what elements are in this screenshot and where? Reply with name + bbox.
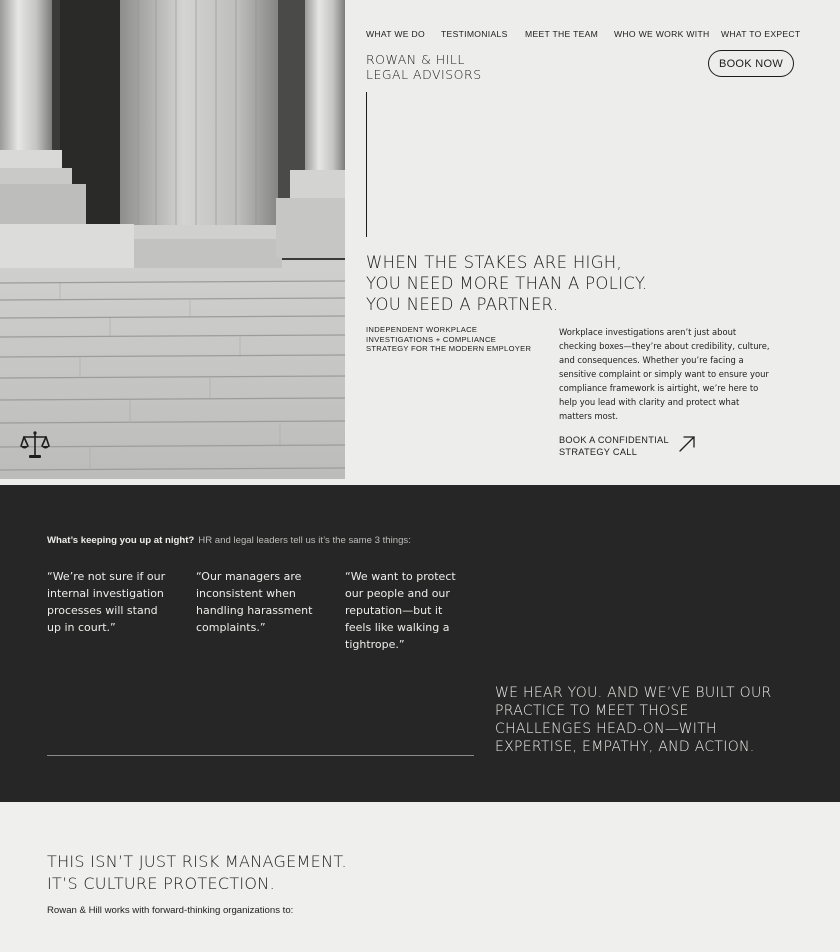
- concern-quote-2: [196, 568, 331, 636]
- nav-item-what-to-expect[interactable]: WHAT TO EXPECT: [721, 29, 801, 39]
- cta-label-line-1: BOOK A CONFIDENTIAL: [559, 435, 669, 445]
- concerns-section: [0, 485, 840, 802]
- culture-intro: Rowan & Hill works with forward-thinking organizations to:: [47, 905, 294, 916]
- book-now-button[interactable]: BOOK NOW: [708, 50, 794, 77]
- nav-item-who-we-work-with[interactable]: WHO WE WORK WITH: [614, 29, 710, 39]
- concern-quote-3: [345, 568, 480, 653]
- nav-item-meet-the-team[interactable]: MEET THE TEAM: [525, 29, 599, 39]
- quote-line: feels like walking a: [345, 621, 450, 634]
- scales-of-justice-icon: [19, 429, 51, 461]
- response-headline-line: EXPERTISE, EMPATHY, AND ACTION.: [495, 739, 755, 755]
- courthouse-columns-photo: [0, 0, 345, 479]
- culture-headline-line: THIS ISN’T JUST RISK MANAGEMENT.: [47, 852, 347, 871]
- hero-description-line: Workplace investigations aren’t just about: [559, 327, 737, 337]
- brand-logo[interactable]: [366, 52, 482, 82]
- nav-item-testimonials[interactable]: TESTIMONIALS: [441, 29, 508, 39]
- concerns-question-rest: HR and legal leaders tell us it’s the same 3 things:: [198, 535, 411, 546]
- culture-headline-line: IT’S CULTURE PROTECTION.: [47, 874, 275, 893]
- response-headline: [495, 684, 825, 756]
- hero-headline: [366, 252, 766, 315]
- nav-item-what-we-do[interactable]: WHAT WE DO: [366, 29, 426, 39]
- brand-name-line-2: LEGAL ADVISORS: [366, 67, 482, 82]
- response-headline-line: CHALLENGES HEAD-ON—WITH: [495, 721, 717, 737]
- quote-line: handling harassment: [196, 604, 313, 617]
- hero-description-line: sensitive complaint or simply want to ensure your: [559, 369, 769, 379]
- arrow-up-right-icon: [678, 435, 696, 453]
- response-headline-line: PRACTICE TO MEET THOSE: [495, 703, 689, 719]
- cta-label-line-2: STRATEGY CALL: [559, 447, 638, 457]
- hero-description-line: matters most.: [559, 411, 619, 421]
- quote-line: our people and our: [345, 587, 450, 600]
- hero-headline-line: YOU NEED MORE THAN A POLICY.: [366, 274, 648, 293]
- quote-line: up in court.”: [47, 621, 116, 634]
- concerns-question: [47, 535, 411, 546]
- quote-line: tightrope.”: [345, 638, 405, 651]
- quote-line: processes will stand: [47, 604, 158, 617]
- section-divider: [47, 755, 474, 756]
- main-navigation: [366, 29, 801, 41]
- quote-line: internal investigation: [47, 587, 164, 600]
- hero-description-line: checking boxes—they’re about credibility, culture,: [559, 341, 770, 351]
- culture-headline: [47, 851, 447, 895]
- hero-subtitle-line: INVESTIGATIONS + COMPLIANCE: [366, 334, 497, 344]
- hero-headline-line: WHEN THE STAKES ARE HIGH,: [366, 253, 623, 272]
- concern-quote-1: [47, 568, 182, 636]
- hero-description-line: and consequences. Whether you’re facing a: [559, 355, 744, 365]
- hero-description-line: help you lead with clarity and protect what: [559, 397, 740, 407]
- response-headline-line: WE HEAR YOU. AND WE’VE BUILT OUR: [495, 685, 772, 701]
- concerns-question-bold: What’s keeping you up at night?: [47, 535, 195, 546]
- quote-line: inconsistent when: [196, 587, 296, 600]
- quote-line: “We’re not sure if our: [47, 570, 166, 583]
- book-strategy-call-link[interactable]: [559, 434, 709, 460]
- hero-description: [559, 325, 799, 423]
- decorative-divider: [366, 92, 367, 237]
- hero-headline-line: YOU NEED A PARTNER.: [366, 295, 559, 314]
- quote-line: complaints.”: [196, 621, 266, 634]
- brand-name-line-1: ROWAN & HILL: [366, 52, 465, 67]
- hero-subtitle-line: INDEPENDENT WORKPLACE: [366, 325, 478, 334]
- quote-line: reputation—but it: [345, 604, 443, 617]
- quote-line: “We want to protect: [345, 570, 456, 583]
- quote-line: “Our managers are: [196, 570, 302, 583]
- hero-subtitle: [366, 325, 546, 354]
- hero-description-line: compliance framework is airtight, we’re here to: [559, 383, 759, 393]
- culture-section: [0, 802, 840, 952]
- hero-subtitle-line: STRATEGY FOR THE MODERN EMPLOYER: [366, 344, 532, 354]
